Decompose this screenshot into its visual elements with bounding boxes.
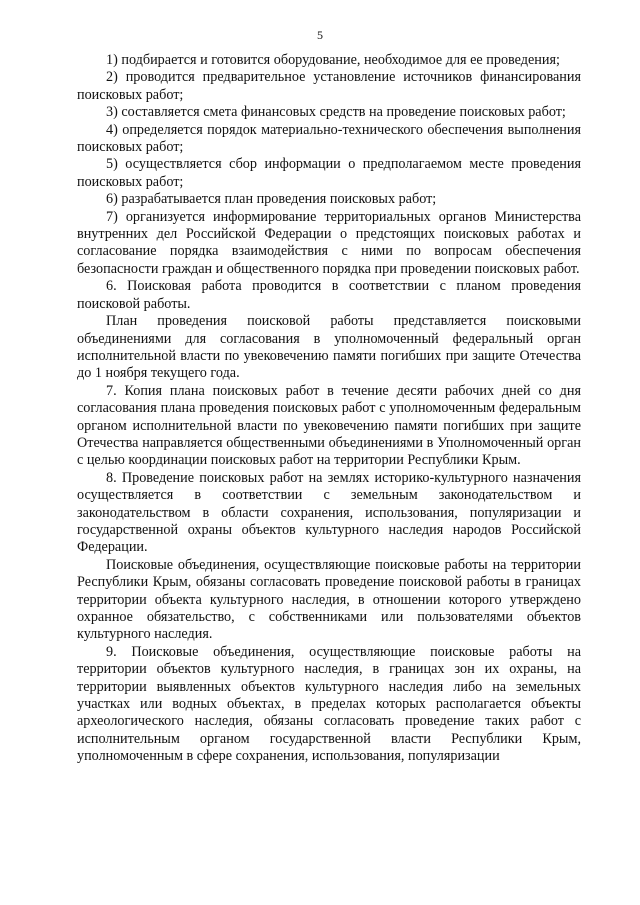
list-item-4: 4) определяется порядок материально-технического обеспечения выполнения поисковых работ; xyxy=(77,121,581,156)
list-item-3: 3) составляется смета финансовых средств на проведение поисковых работ; xyxy=(106,104,566,121)
section-9-paragraph: 9. Поисковые объединения, осуществляющие поисковые работы на территории объектов культурного наследия, в границах зон их охраны, на территории выявленных объектов культурного наследия либо на земельных участках или водных объектах, в пределах которых располагается объекты археологического наследия, обязаны согласовать проведение таких работ с исполнительным органом государственной власти Республики Крым, уполномоченным в сфере сохранения, использования, популяризации xyxy=(77,643,581,765)
section-8-paragraph: 8. Проведение поисковых работ на землях историко-культурного назначения осуществляется в соответствии с земельным законодательством и законодательством в области сохранения, использования, популяризации и государственной охраны объектов культурного наследия народов Российской Федерации. xyxy=(77,469,581,556)
list-item-5: 5) осуществляется сбор информации о предполагаемом месте проведения поисковых работ; xyxy=(77,156,581,190)
list-item-1: 1) подбирается и готовится оборудование, необходимое для ее проведения; xyxy=(106,52,560,68)
section-8-associations-paragraph: Поисковые объединения, осуществляющие поисковые работы на территории Республики Крым, обязаны согласовать проведение поисковой работы в границах территории объекта культурного наследия, в отношении которого утверждено охранное обязательство, с собственниками или пользователями объектов культурного наследия. xyxy=(77,556,581,643)
list-item-6: 6) разрабатывается план проведения поисковых работ; xyxy=(106,191,437,208)
section-6-plan-paragraph: План проведения поисковой работы представляется поисковыми объединениями для согласования в уполномоченный федеральный орган исполнительной власти по увековечению памяти погибших при защите Отечества до 1 ноября текущего года. xyxy=(77,313,581,382)
section-7-paragraph: 7. Копия плана поисковых работ в течение десяти рабочих дней со дня согласования плана проведения поисковых работ с уполномоченным федеральным органом исполнительной власти по увековечению памяти погибших при защите Отечества направляется общественными объединениями в Уполномоченный орган с целью координации поисковых работ на территории Республики Крым. xyxy=(77,382,581,469)
section-6-paragraph: 6. Поисковая работа проводится в соответствии с планом проведения поисковой работы. xyxy=(77,278,581,312)
list-item-2: 2) проводится предварительное установление источников финансирования поисковых работ; xyxy=(77,69,581,103)
list-item-7: 7) организуется информирование территориальных органов Министерства внутренних дел Российской Федерации о предстоящих поисковых работах и согласование порядка взаимодействия с ними по вопросам обеспечения безопасности граждан и общественного порядка при проведении поисковых работ. xyxy=(77,208,581,277)
document-body xyxy=(77,52,581,766)
page-number: 5 xyxy=(317,28,323,42)
